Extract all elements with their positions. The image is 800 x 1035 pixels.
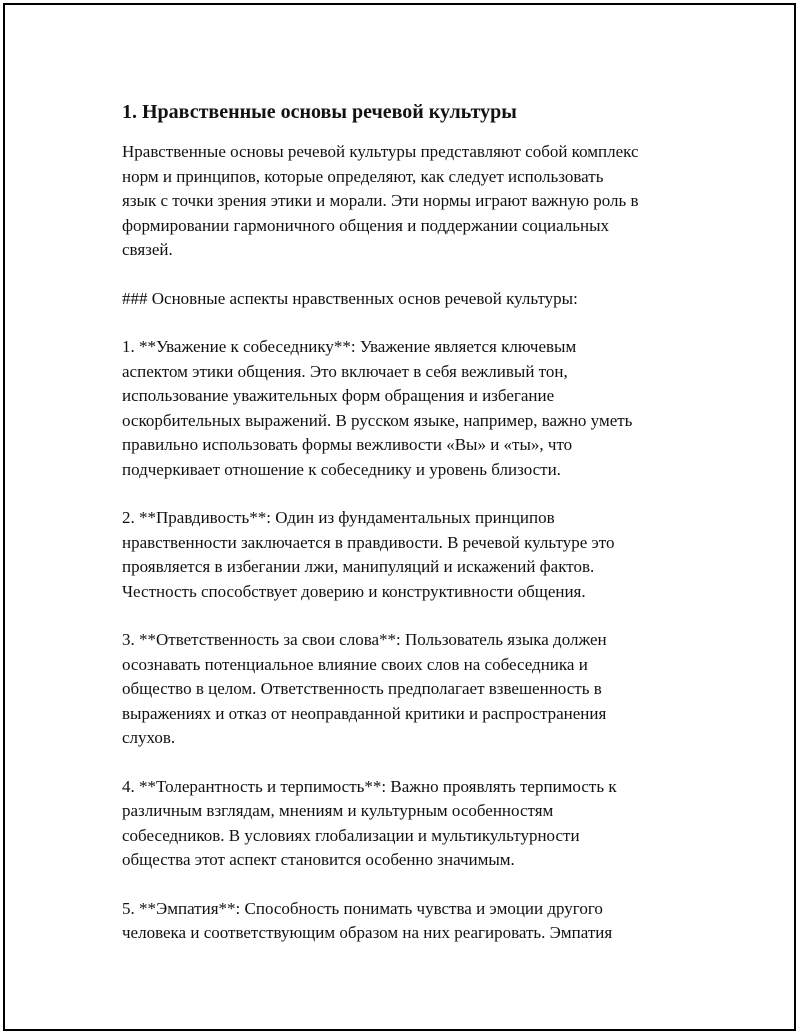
document-content — [122, 99, 702, 970]
text-line: 3. **Ответственность за свои слова**: Пользователь языка должен — [122, 630, 607, 649]
text-line: оскорбительных выражений. В русском языке, например, важно уметь — [122, 410, 633, 430]
text-line: выражениях и отказ от неоправданной критики и распространения — [122, 703, 607, 723]
text-line: норм и принципов, которые определяют, как следует использовать — [122, 166, 604, 186]
text-line: правильно использовать формы вежливости «Вы» и «ты», что — [122, 435, 573, 454]
text-line: подчеркивает отношение к собеседнику и уровень близости. — [122, 459, 561, 479]
paragraph — [122, 140, 702, 263]
text-line: ### Основные аспекты нравственных основ речевой культуры: — [122, 288, 578, 308]
paragraph — [122, 335, 702, 482]
text-body — [122, 140, 702, 946]
text-line: 5. **Эмпатия**: Способность понимать чувства и эмоции другого — [122, 898, 603, 918]
text-line: язык с точки зрения этики и морали. Эти нормы играют важную роль в — [122, 191, 639, 210]
text-line: осознавать потенциальное влияние своих слов на собеседника и — [122, 654, 588, 674]
text-line: слухов. — [122, 728, 176, 747]
text-line: 1. **Уважение к собеседнику**: Уважение является ключевым — [122, 337, 577, 356]
text-line: 2. **Правдивость**: Один из фундаментальных принципов — [122, 508, 555, 527]
paragraph — [122, 506, 702, 604]
text-line: 4. **Толерантность и терпимость**: Важно проявлять терпимость к — [122, 776, 617, 796]
paragraph — [122, 287, 702, 312]
text-line: нравственности заключается в правдивости. В речевой культуре это — [122, 532, 615, 552]
text-line: общества этот аспект становится особенно значимым. — [122, 850, 515, 869]
paragraph — [122, 775, 702, 873]
text-line: собеседников. В условиях глобализации и мультикультурности — [122, 825, 580, 845]
text-line: Честность способствует доверию и конструктивности общения. — [122, 581, 586, 601]
text-line: использование уважительных форм обращения и избегание — [122, 386, 555, 405]
section-heading: 1. Нравственные основы речевой культуры — [122, 101, 517, 123]
text-line: человека и соответствующим образом на них реагировать. Эмпатия — [122, 923, 613, 942]
text-line: проявляется в избегании лжи, манипуляций и искажений фактов. — [122, 557, 595, 576]
paragraph — [122, 897, 702, 946]
page-frame — [3, 3, 796, 1031]
text-line: формировании гармоничного общения и поддержании социальных — [122, 215, 610, 235]
text-line: аспектом этики общения. Это включает в себя вежливый тон, — [122, 361, 568, 381]
text-line: Нравственные основы речевой культуры представляют собой комплекс — [122, 142, 639, 161]
text-line: общество в целом. Ответственность предполагает взвешенность в — [122, 679, 602, 698]
text-line: различным взглядам, мнениям и культурным особенностям — [122, 801, 554, 820]
paragraph — [122, 628, 702, 751]
text-line: связей. — [122, 240, 173, 259]
